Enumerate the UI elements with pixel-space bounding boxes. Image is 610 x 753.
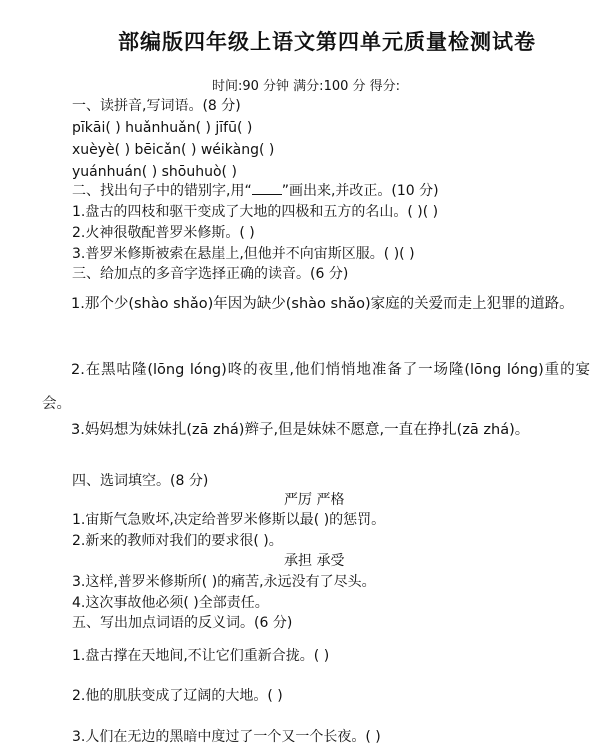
s3-question-2: 2.在黑咕隆(lōng lóng)咚的夜里,他们悄悄地准备了一场隆(lōng lóng)重的宴会。 [42, 362, 590, 412]
word-choice-2: 承担 承受 [284, 553, 345, 569]
s5-question-2: 2.他的肌肤变成了辽阔的大地。( ) [72, 688, 283, 704]
pinyin-row-2: xuèyè( ) bēicǎn( ) wéikàng( ) [72, 142, 275, 158]
s2-question-3: 3.普罗米修斯被索在悬崖上,但他并不向宙斯区服。( )( ) [72, 246, 415, 262]
section-2-heading-end: ”画出来,并改正。(10 分) [281, 183, 439, 199]
s5-question-1: 1.盘古撑在天地间,不让它们重新合拢。( ) [72, 648, 330, 664]
pinyin-row-1: pīkāi( ) huǎnhuǎn( ) jīfū( ) [72, 120, 253, 136]
s4-question-4: 4.这次事故他必须( )全部责任。 [72, 595, 269, 611]
section-2-heading-start: 二、找出句子中的错别字,用“ [72, 183, 252, 199]
s3-question-1-block [42, 287, 590, 321]
s4-question-2: 2.新来的教师对我们的要求很( )。 [72, 533, 283, 549]
section-4-heading: 四、选词填空。(8 分) [72, 473, 209, 489]
section-5-heading: 五、写出加点词语的反义词。(6 分) [72, 615, 293, 631]
s3-question-3: 3.妈妈想为妹妹扎(zā zhá)辫子,但是妹妹不愿意,一直在挣扎(zā zhá)。 [71, 422, 530, 438]
s3-question-2-block [42, 353, 590, 421]
s2-question-1: 1.盘古的四枝和驱干变成了大地的四极和五方的名山。( )( ) [72, 204, 439, 220]
s3-question-1: 1.那个少(shào shǎo)年因为缺少(shào shǎo)家庭的关爱而走上犯罪的道路。 [71, 296, 574, 312]
exam-meta: 时间:90 分钟 满分:100 分 得分: [212, 79, 401, 94]
section-2-heading [72, 181, 439, 201]
section-3-heading: 三、给加点的多音字选择正确的读音。(6 分) [72, 266, 349, 282]
word-choice-1: 严厉 严格 [284, 492, 345, 508]
s5-question-3: 3.人们在无边的黑暗中度过了一个又一个长夜。( ) [72, 729, 381, 745]
s4-question-3: 3.这样,普罗米修斯所( )的痛苦,永远没有了尽头。 [72, 574, 376, 590]
page-title: 部编版四年级上语文第四单元质量检测试卷 [118, 30, 536, 54]
s2-question-2: 2.火神很敬配普罗米修斯。( ) [72, 225, 255, 241]
s4-question-1: 1.宙斯气急败坏,决定给普罗米修斯以最( )的惩罚。 [72, 512, 386, 528]
s3-question-3-block [42, 413, 590, 447]
section-1-heading: 一、读拼音,写词语。(8 分) [72, 98, 241, 114]
pinyin-row-3: yuánhuán( ) shōuhuò( ) [72, 164, 237, 180]
underline-mark [252, 182, 282, 195]
